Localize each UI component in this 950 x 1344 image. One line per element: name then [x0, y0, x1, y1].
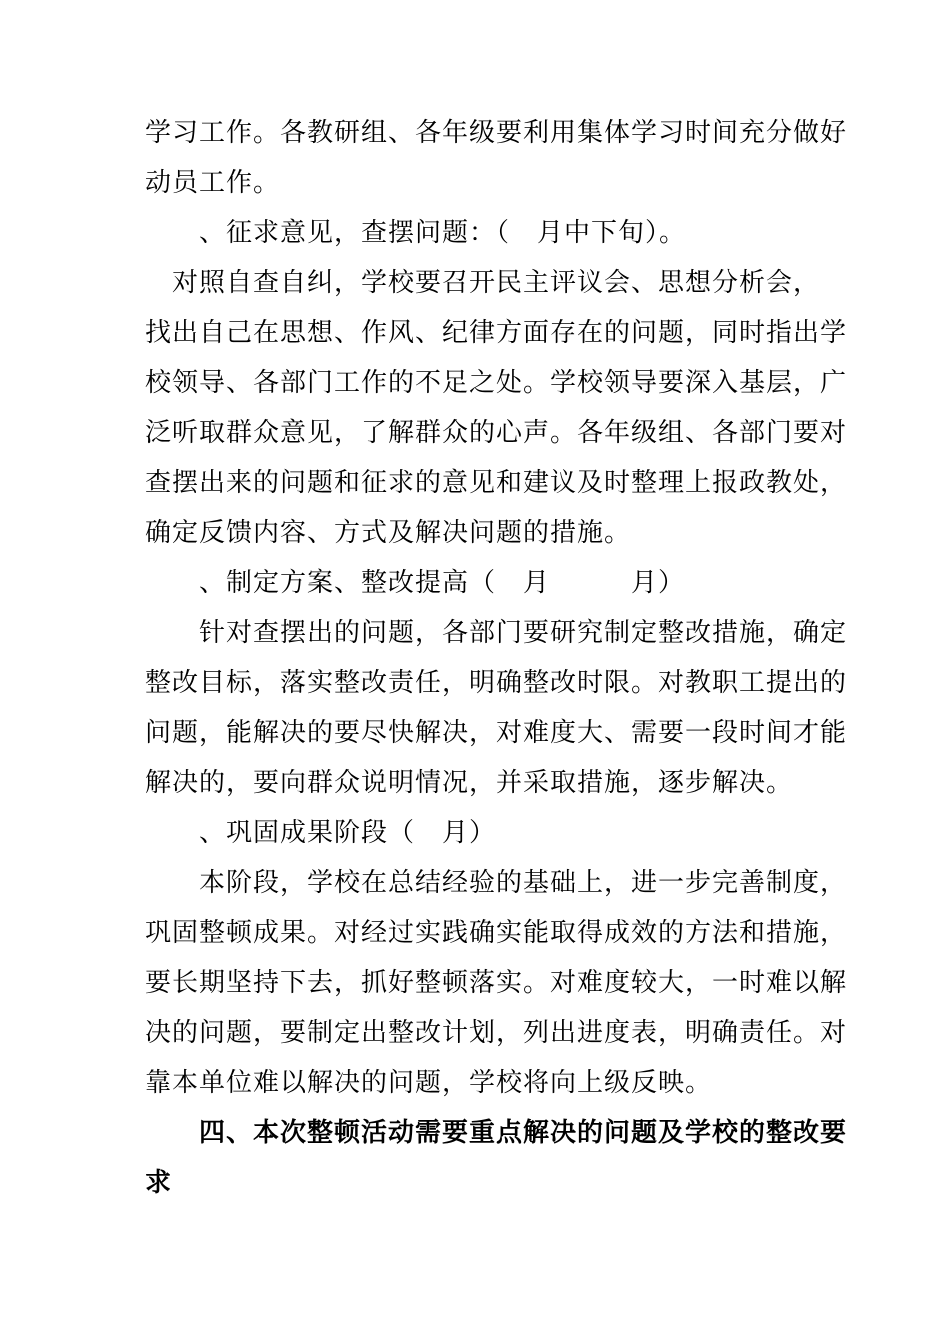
section-heading-line: 、征求意见，查摆问题：（ 月中下旬）。: [145, 218, 687, 248]
paragraph-line: 靠本单位难以解决的问题，学校将向上级反映。: [145, 1068, 713, 1098]
paragraph-line: 校领导、各部门工作的不足之处。学校领导要深入基层，广: [145, 368, 848, 398]
paragraph-line: 对照自查自纠，学校要召开民主评议会、思想分析会，: [145, 268, 821, 298]
paragraph-line: 问题，能解决的要尽快解决，对难度大、需要一段时间才能: [145, 718, 848, 748]
paragraph-line: 针对查摆出的问题，各部门要研究制定整改措施，确定: [145, 618, 848, 648]
paragraph-line: 本阶段，学校在总结经验的基础上，进一步完善制度，: [145, 868, 848, 898]
paragraph-line: 找出自己在思想、作风、纪律方面存在的问题，同时指出学: [145, 318, 848, 348]
chapter-heading-line: 求: [145, 1168, 173, 1198]
paragraph-line: 决的问题，要制定出整改计划，列出进度表，明确责任。对: [145, 1018, 848, 1048]
paragraph-line: 泛听取群众意见，了解群众的心声。各年级组、各部门要对: [145, 418, 848, 448]
chapter-heading-line: 四、本次整顿活动需要重点解决的问题及学校的整改要: [145, 1118, 848, 1148]
paragraph-line: 确定反馈内容、方式及解决问题的措施。: [145, 518, 632, 548]
section-heading-line: 、巩固成果阶段（ 月）: [145, 818, 497, 848]
paragraph-line: 解决的，要向群众说明情况，并采取措施，逐步解决。: [145, 768, 794, 798]
paragraph-line: 学习工作。各教研组、各年级要利用集体学习时间充分做好: [145, 118, 848, 148]
paragraph-line: 查摆出来的问题和征求的意见和建议及时整理上报政教处，: [145, 468, 848, 498]
section-heading-line: 、制定方案、整改提高（ 月 月）: [145, 568, 686, 598]
paragraph-line: 要长期坚持下去，抓好整顿落实。对难度较大，一时难以解: [145, 968, 848, 998]
paragraph-line: 巩固整顿成果。对经过实践确实能取得成效的方法和措施，: [145, 918, 848, 948]
paragraph-line: 动员工作。: [145, 168, 281, 198]
paragraph-line: 整改目标，落实整改责任，明确整改时限。对教职工提出的: [145, 668, 848, 698]
